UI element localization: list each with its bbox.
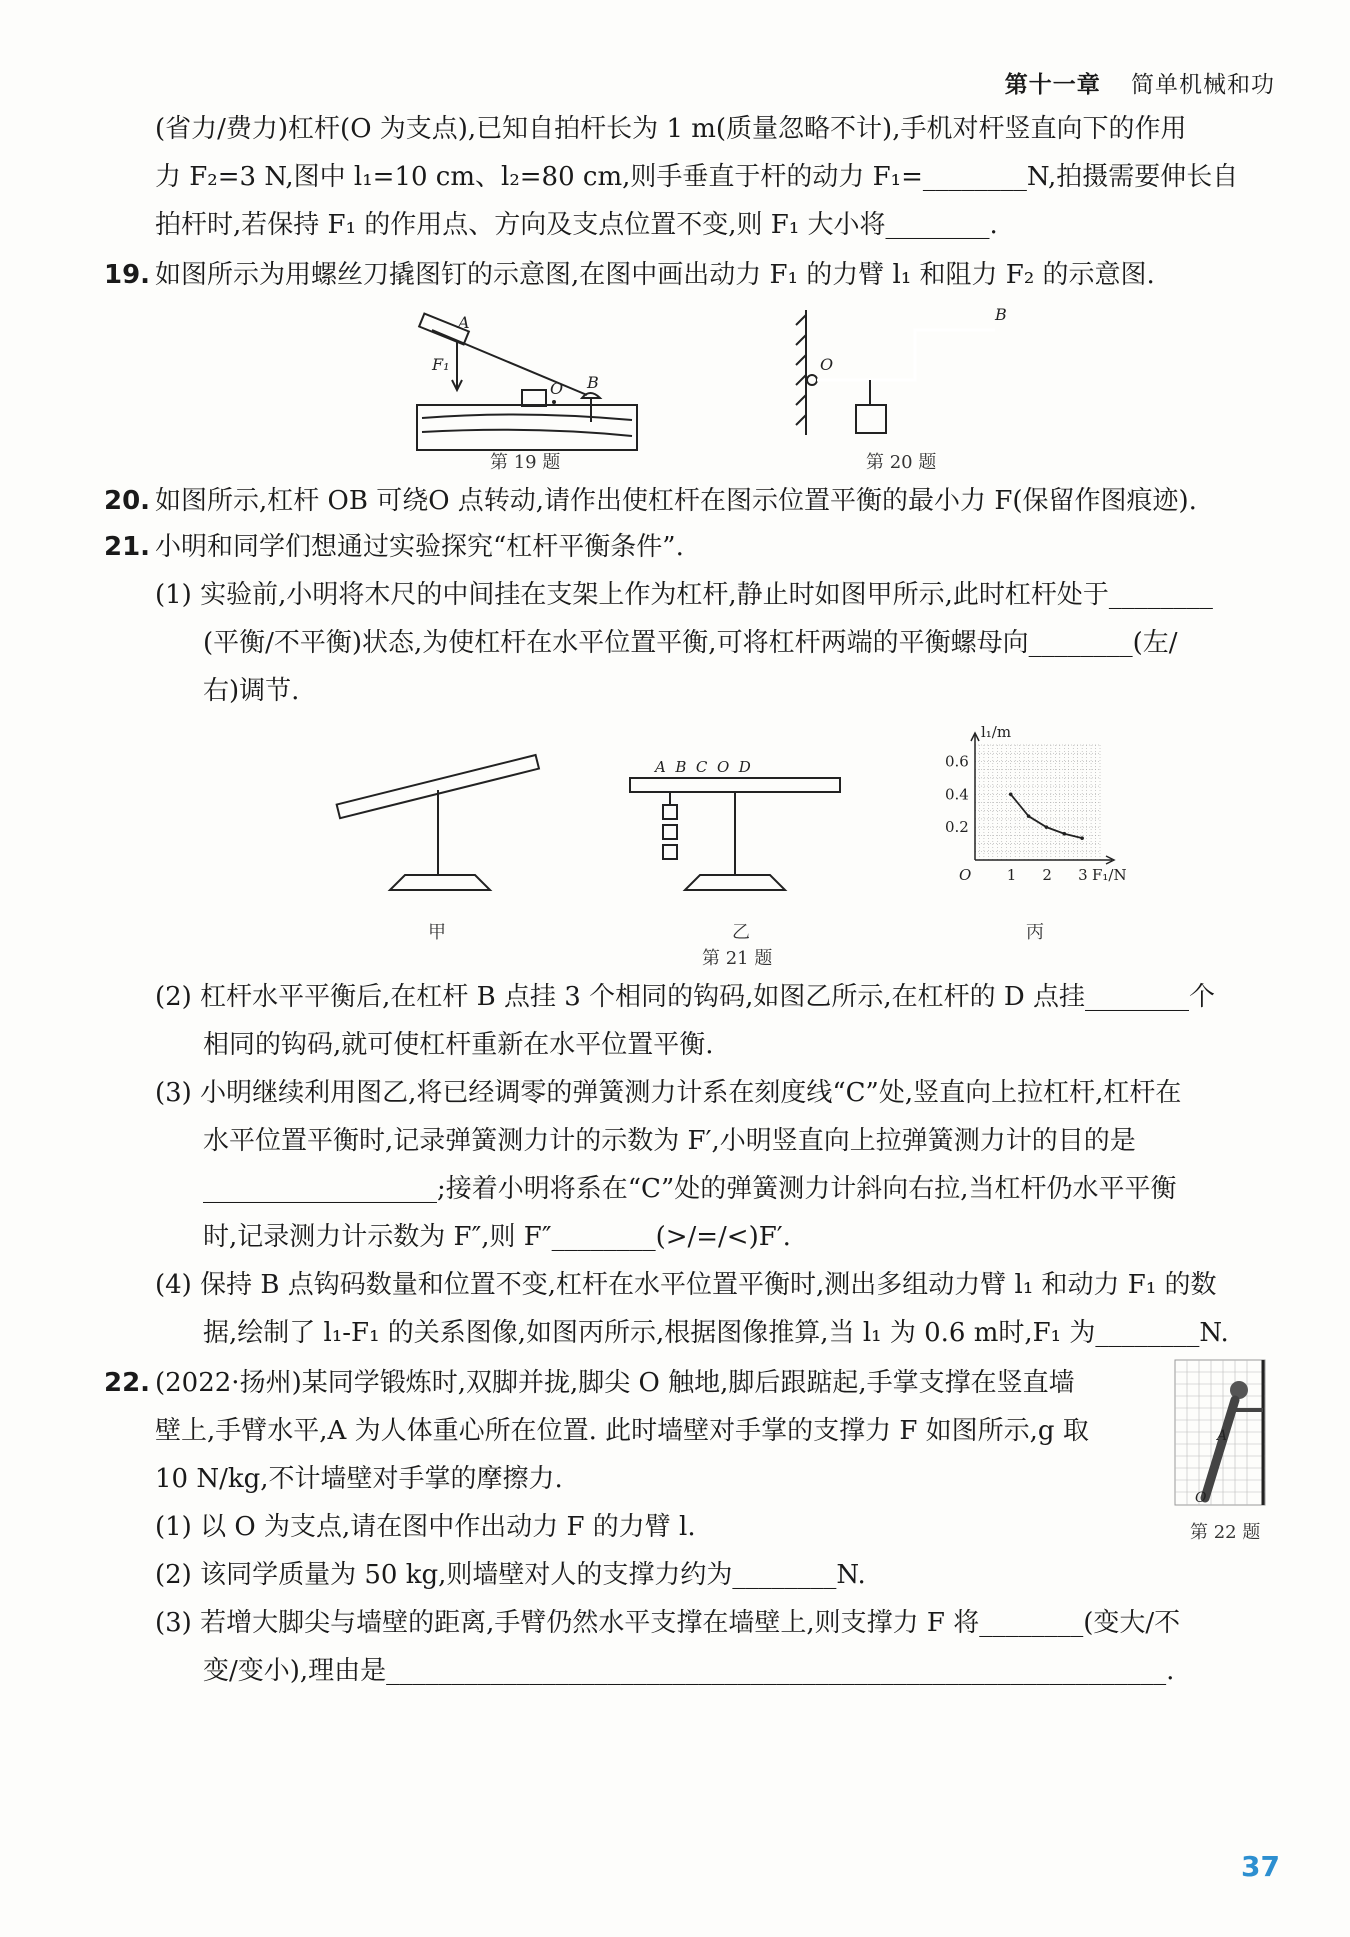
- chart-y-axis-label: l₁/m: [981, 723, 1012, 741]
- stand-base-yi: [685, 875, 785, 890]
- caption-fig21: 第 21 题: [702, 948, 773, 969]
- chart-y-tick-label: 0.6: [945, 752, 969, 771]
- bent-lever-inner: [817, 330, 995, 380]
- hook-weight-1: [663, 805, 677, 819]
- pivot-o: [807, 375, 817, 385]
- pushpin-pad: [522, 390, 546, 406]
- caption-bing: 丙: [1026, 922, 1044, 943]
- figure-19: [412, 310, 642, 460]
- chart-x-axis-label: F₁/N: [1092, 866, 1127, 884]
- chart-point: [1045, 825, 1049, 829]
- lever-yi: [630, 778, 840, 792]
- label-f1: F₁: [432, 355, 450, 374]
- chapter-title: 简单机械和功: [1131, 72, 1275, 98]
- figure-21-yi: [625, 750, 845, 910]
- caption-fig19: 第 19 题: [490, 452, 561, 473]
- figure-21-jia: [330, 735, 550, 895]
- hook-weight-3: [663, 845, 677, 859]
- label-o: O: [550, 379, 564, 398]
- q21-3-line3: __________________;接着小明将系在“C”处的弹簧测力计斜向右拉,当杠杆仍水平平衡: [203, 1174, 1177, 1204]
- chart-x-tick-label: 3: [1078, 866, 1088, 884]
- q22-2: (2) 该同学质量为 50 kg,则墙壁对人的支撑力约为________N.: [155, 1560, 866, 1590]
- figure-20: [790, 305, 1007, 445]
- q22-line2: 壁上,手臂水平,A 为人体重心所在位置. 此时墙壁对手掌的支撑力 F 如图所示,g 取: [155, 1416, 1089, 1446]
- wood-grain: [422, 414, 632, 436]
- q21-1-line3: 右)调节.: [203, 676, 300, 706]
- q21-4-line2: 据,绘制了 l₁-F₁ 的关系图像,如图丙所示,根据图像推算,当 l₁ 为 0.6 m时,F₁ 为________N.: [203, 1318, 1229, 1348]
- q21-3-line1: (3) 小明继续利用图乙,将已经调零的弹簧测力计系在刻度线“C”处,竖直向上拉杠杆,杠杆在: [155, 1078, 1182, 1108]
- body: [1205, 1400, 1235, 1498]
- chart-grid: [975, 745, 1100, 860]
- figure-21-bing-chart: [935, 720, 1135, 895]
- chart-x-tick-label: 2: [1042, 866, 1052, 884]
- chart-point: [1080, 836, 1084, 840]
- wall-hatching: [796, 315, 806, 425]
- chart-series-line: [1011, 794, 1082, 838]
- q21-1-line2: (平衡/不平衡)状态,为使杠杆在水平位置平衡,可将杠杆两端的平衡螺母向________(左/: [203, 628, 1178, 658]
- q18-line3: 拍杆时,若保持 F₁ 的作用点、方向及支点位置不变,则 F₁ 大小将________.: [155, 210, 998, 240]
- page-number: 37: [1241, 1850, 1280, 1883]
- label-o22: O: [1195, 1490, 1207, 1506]
- chart-origin-label: O: [959, 866, 972, 884]
- q22-1: (1) 以 O 为支点,请在图中作出动力 F 的力臂 l.: [155, 1512, 696, 1542]
- chart-y-tick-label: 0.4: [945, 785, 969, 804]
- chart-x-tick-label: 1: [1006, 866, 1017, 884]
- q22-number: 22.: [104, 1368, 151, 1398]
- q22-line1: (2022·扬州)某同学锻炼时,双脚并拢,脚尖 O 触地,脚后跟踮起,手掌支撑在竖直墙: [155, 1368, 1075, 1398]
- bent-lever: [817, 330, 995, 380]
- label-a: A: [458, 313, 470, 332]
- q21-2-line1: (2) 杠杆水平平衡后,在杠杆 B 点挂 3 个相同的钩码,如图乙所示,在杠杆的 D 点挂________个: [155, 982, 1215, 1012]
- q20-text: 如图所示,杠杆 OB 可绕O 点转动,请作出使杠杆在图示位置平衡的最小力 F(保留作图痕迹).: [155, 486, 1197, 516]
- chart-point: [1062, 832, 1066, 836]
- q22-line3: 10 N/kg,不计墙壁对手掌的摩擦力.: [155, 1464, 563, 1494]
- q21-number: 21.: [104, 532, 151, 562]
- chapter-number: 第十一章: [1004, 71, 1101, 98]
- q21-1-line1: (1) 实验前,小明将木尺的中间挂在支架上作为杠杆,静止时如图甲所示,此时杠杆处于________: [155, 580, 1213, 610]
- label-b20: B: [995, 305, 1007, 324]
- q19-text: 如图所示为用螺丝刀撬图钉的示意图,在图中画出动力 F₁ 的力臂 l₁ 和阻力 F₂ 的示意图.: [155, 260, 1155, 290]
- q19-number: 19.: [104, 260, 151, 290]
- q18-line2: 力 F₂=3 N,图中 l₁=10 cm、l₂=80 cm,则手垂直于杆的动力 F₁=________N,拍摄需要伸长自: [155, 162, 1239, 192]
- chart-ticks: [945, 752, 1088, 884]
- label-b: B: [587, 373, 599, 392]
- label-o20: O: [820, 355, 834, 374]
- caption-yi: 乙: [732, 922, 750, 943]
- figure-22: [1175, 1360, 1270, 1510]
- q21-2-line2: 相同的钩码,就可使杠杆重新在水平位置平衡.: [203, 1030, 714, 1060]
- caption-fig22: 第 22 题: [1190, 1522, 1261, 1543]
- hook-weight-2: [663, 825, 677, 839]
- stand-base-jia: [390, 875, 490, 890]
- q22-3-line1: (3) 若增大脚尖与墙壁的距离,手臂仍然水平支撑在墙壁上,则支撑力 F 将________(变大/不: [155, 1608, 1181, 1638]
- caption-jia: 甲: [428, 922, 446, 943]
- q21-text: 小明和同学们想通过实验探究“杠杆平衡条件”.: [155, 532, 684, 562]
- lever-tick-labels: A B C O D: [655, 758, 751, 776]
- chart-point: [1009, 792, 1013, 796]
- q21-3-line2: 水平位置平衡时,记录弹簧测力计的示数为 F′,小明竖直向上拉弹簧测力计的目的是: [203, 1126, 1136, 1156]
- weight-block: [856, 405, 886, 433]
- chapter-header: [1005, 66, 1275, 99]
- chart-point: [1027, 814, 1031, 818]
- q20-number: 20.: [104, 486, 151, 516]
- pivot-point: [552, 400, 556, 404]
- q21-4-line1: (4) 保持 B 点钩码数量和位置不变,杠杆在水平位置平衡时,测出多组动力臂 l₁ 和动力 F₁ 的数: [155, 1270, 1217, 1300]
- caption-fig20: 第 20 题: [866, 452, 937, 473]
- q18-line1: (省力/费力)杠杆(O 为支点),已知自拍杆长为 1 m(质量忽略不计),手机对杆竖直向下的作用: [155, 114, 1187, 144]
- label-a22: A: [1217, 1428, 1228, 1444]
- chart-axes: [971, 733, 1114, 864]
- chart-y-tick-label: 0.2: [945, 818, 969, 837]
- q21-3-line4: 时,记录测力计示数为 F″,则 F″________(>/=/<)F′.: [203, 1222, 791, 1252]
- q22-3-line2: 变/变小),理由是____________________________________________________________.: [203, 1656, 1175, 1686]
- wood-block: [417, 405, 637, 450]
